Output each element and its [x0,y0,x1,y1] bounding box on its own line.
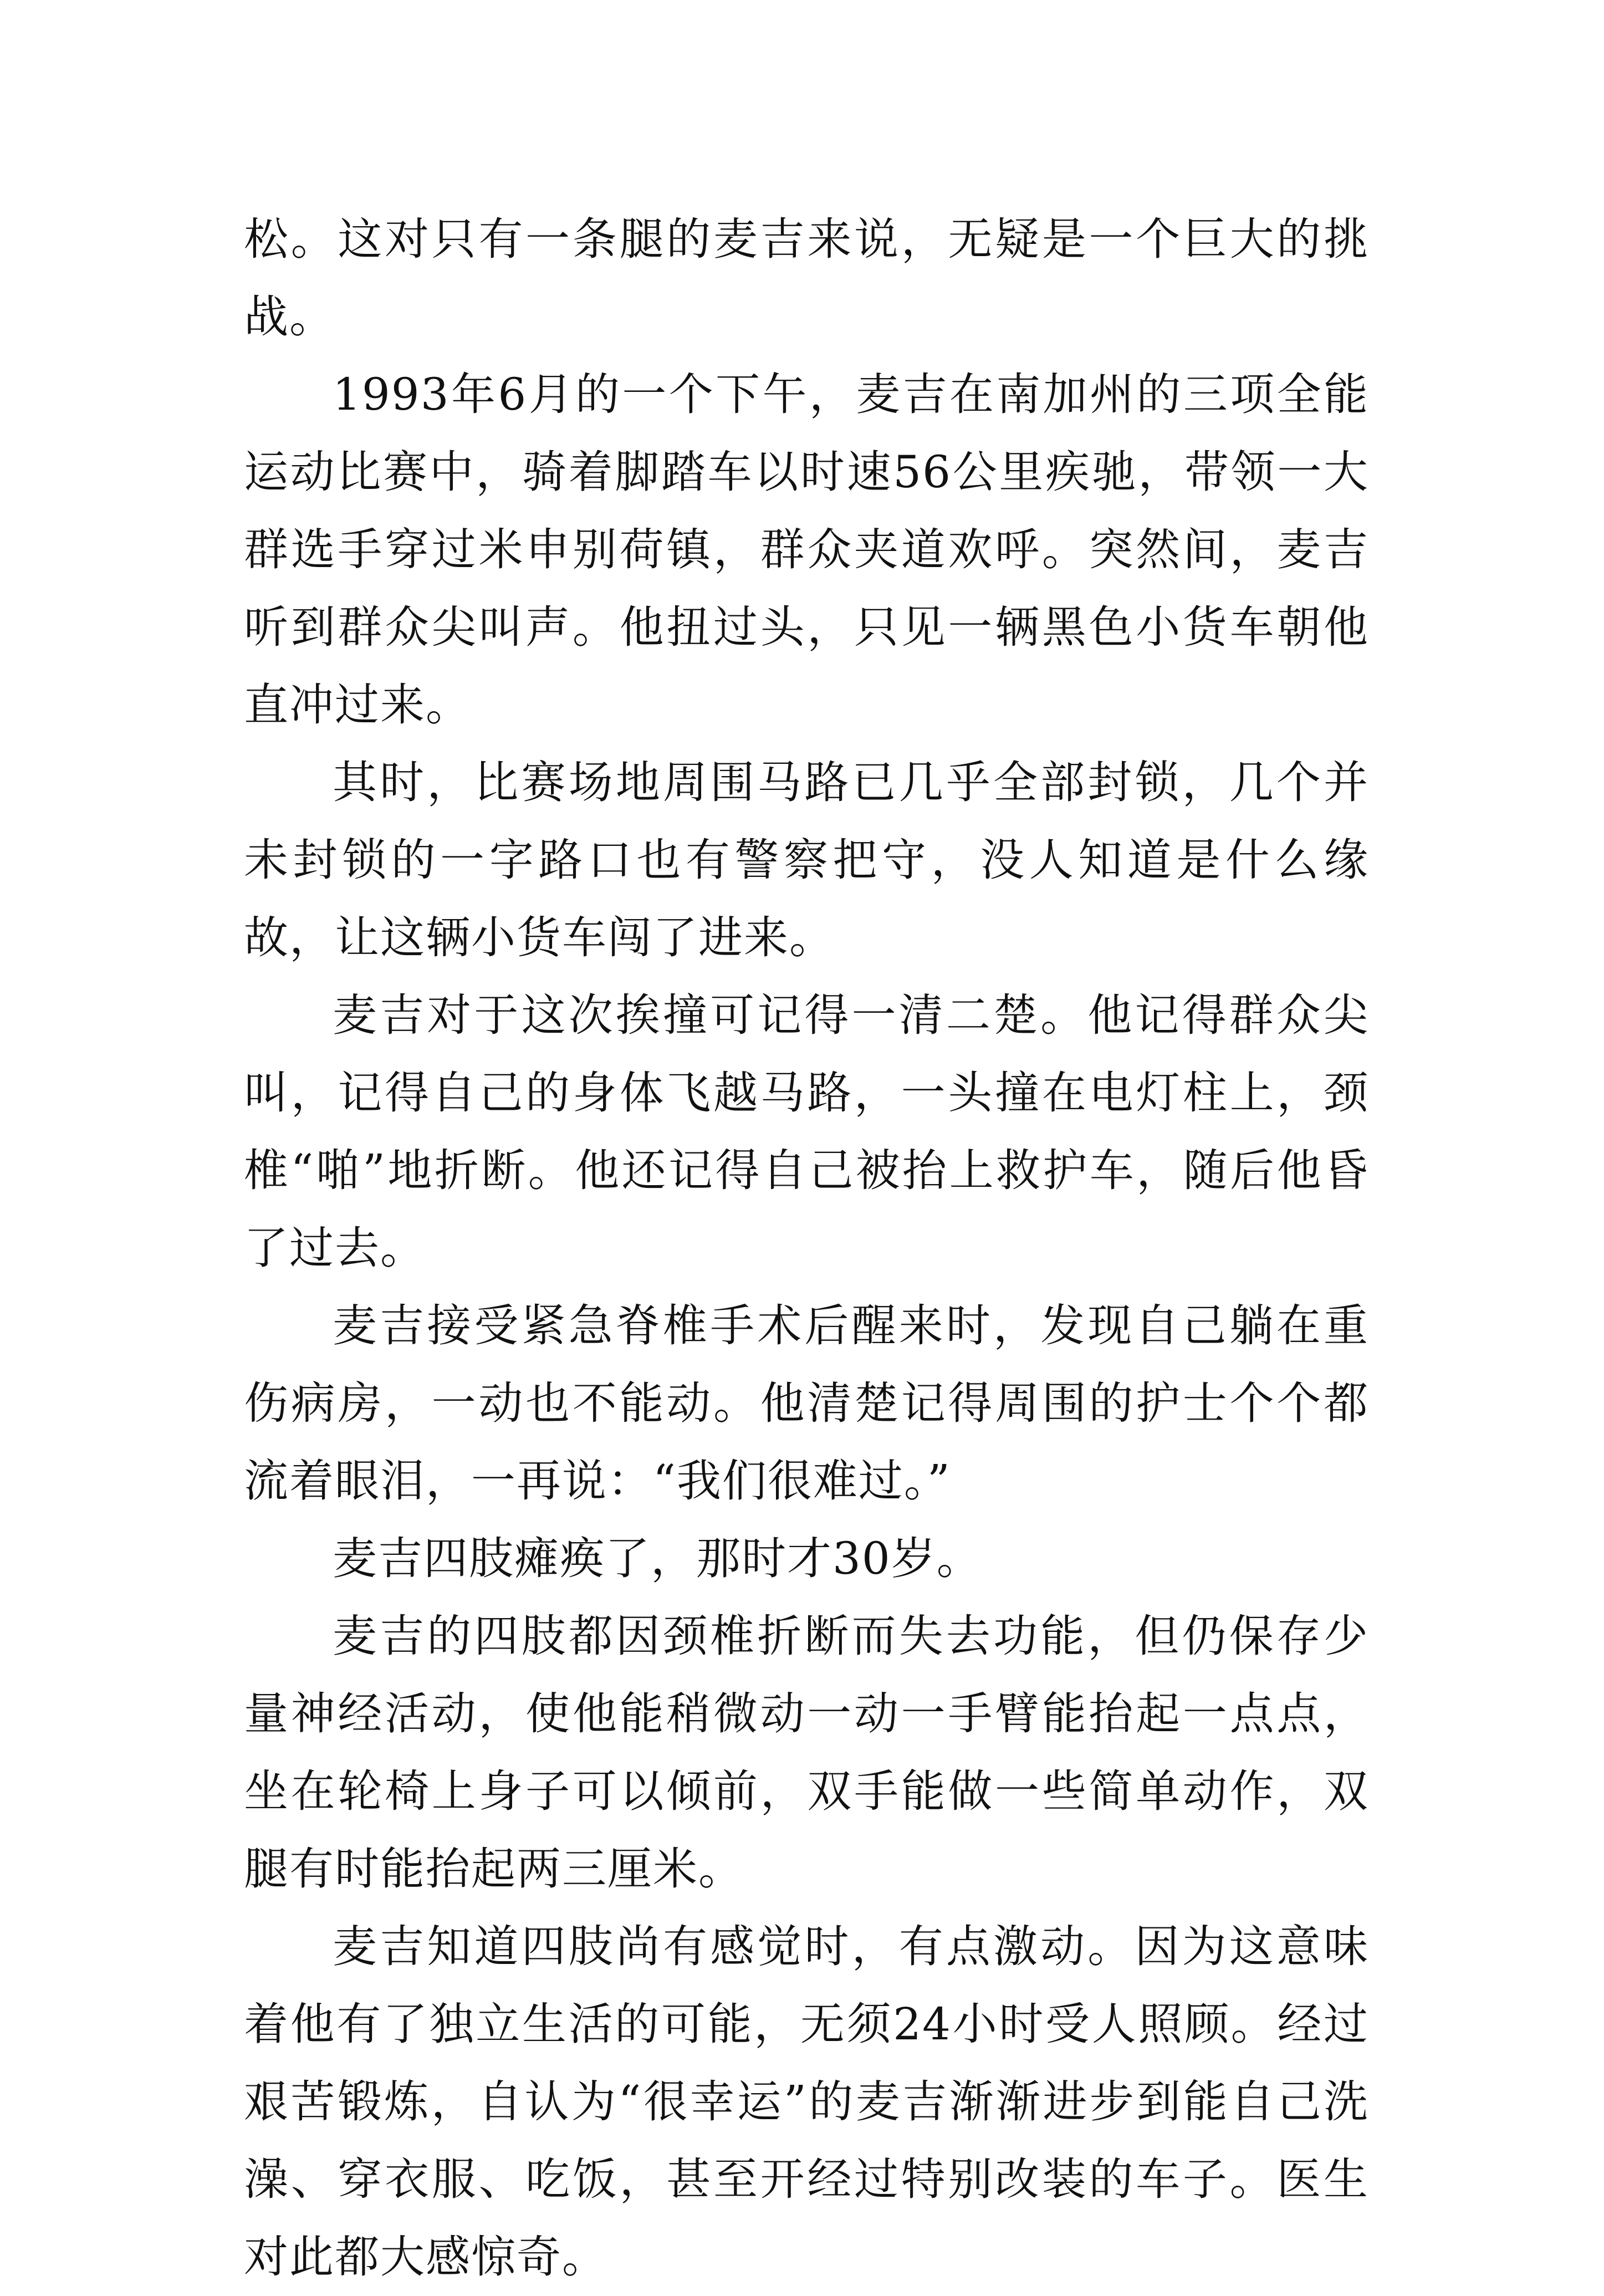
paragraph-1: 松。这对只有一条腿的麦吉来说，无疑是一个巨大的挑战。 [244,213,1369,343]
paragraph-4: 麦吉对于这次挨撞可记得一清二楚。他记得群众尖叫，记得自己的身体飞越马路，一头撞在电灯柱上，颈椎“啪”地折断。他还记得自己被抬上救护车，随后他昏了过去。 [244,989,1369,1274]
paragraph-6: 麦吉四肢瘫痪了，那时才30岁。 [333,1533,982,1584]
document-body [244,201,1369,2296]
paragraph-2: 1993年6月的一个下午，麦吉在南加州的三项全能运动比赛中，骑着脚踏车以时速56公里疾驰，带领一大群选手穿过米申别荷镇，群众夹道欢呼。突然间，麦吉听到群众尖叫声。他扭过头，只见一辆黑色小货车朝他直冲过来。 [244,369,1369,731]
paragraph-3: 其时，比赛场地周围马路已几乎全部封锁，几个并未封锁的一字路口也有警察把守，没人知道是什么缘故，让这辆小货车闯了进来。 [244,757,1369,963]
paragraph-8: 麦吉知道四肢尚有感觉时，有点激动。因为这意味着他有了独立生活的可能，无须24小时受人照顾。经过艰苦锻炼，自认为“很幸运”的麦吉渐渐进步到能自己洗澡、穿衣服、吃饭，甚至开经过特别改装的车子。医生对此都大感惊奇。 [244,1921,1369,2283]
paragraph-7: 麦吉的四肢都因颈椎折断而失去功能，但仍保存少量神经活动，使他能稍微动一动一手臂能抬起一点点，坐在轮椅上身子可以倾前，双手能做一些简单动作，双腿有时能抬起两三厘米。 [244,1610,1369,1895]
paragraph-5: 麦吉接受紧急脊椎手术后醒来时，发现自己躺在重伤病房，一动也不能动。他清楚记得周围的护士个个都流着眼泪，一再说：“我们很难过。” [244,1300,1369,1507]
